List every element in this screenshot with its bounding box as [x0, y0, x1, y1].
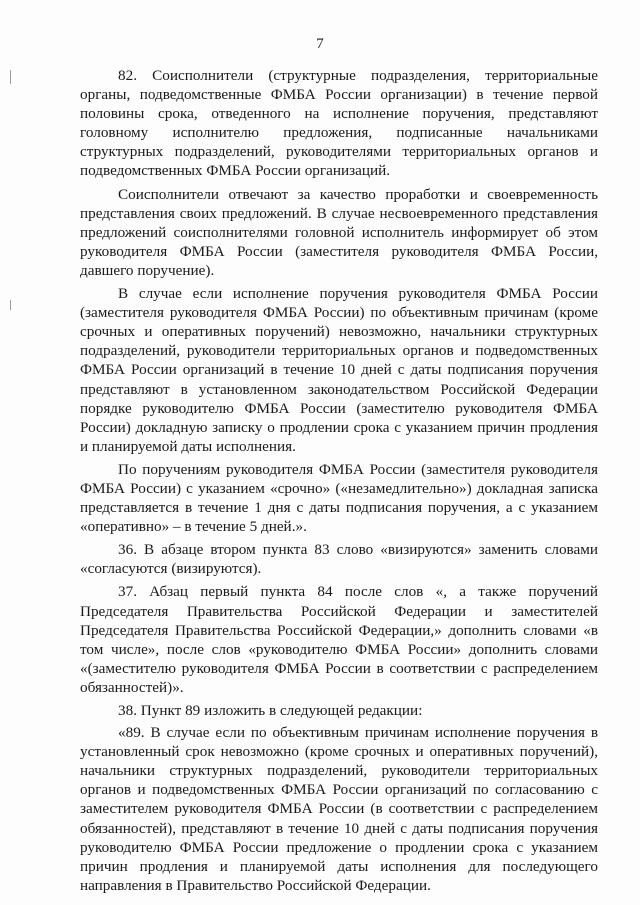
paragraph-coexecutors-responsibility: Соисполнители отвечают за качество проработки и своевременность представления своих предложений. В случае несвоевременного представления предложений соисполнителями головной исполнитель информирует об этом руководителя ФМБА России (заместителя руководителя ФМБА России, давшего поручение). — [80, 185, 598, 279]
paragraph-36: 36. В абзаце втором пункта 83 слово «визируются» заменить словами «согласуются (визируются). — [80, 541, 598, 578]
paragraph-82: 82. Соисполнители (структурные подразделения, территориальные органы, подведомственные ФМБА России организации) в течение первой половины срока, отведенного на исполнение поручения, представляют головному исполнителю предложения, подписанные начальниками структурных подразделений, руководителями территориальных органов и подведомственных ФМБА России организаций. — [80, 67, 598, 180]
paragraph-extension-request: В случае если исполнение поручения руководителя ФМБА России (заместителя руководителя ФМБА России) по объективным причинам (кроме срочных и оперативных поручений) невозможно, начальники структурных подразделений, руководители территориальных органов и подведомственных ФМБА России организаций в течение 10 дней с даты подписания поручения представляют в установленном законодательством Российской Федерации порядке руководителю ФМБА России (заместителю руководителя ФМБА России) докладную записку о продлении срока с указанием причин продления и планируемой даты исполнения. — [80, 285, 598, 455]
paragraph-38: 38. Пункт 89 изложить в следующей редакции: — [118, 702, 423, 719]
document-body — [80, 66, 598, 899]
page-number: 7 — [316, 36, 324, 52]
scan-edge-mark — [10, 300, 11, 310]
paragraph-89: «89. В случае если по объективным причинам исполнение поручения в установленный срок невозможно (кроме срочных и оперативных поручений), начальники структурных подразделений, руководители территориальных органов и подведомственных ФМБА России организаций по согласованию с заместителем руководителя ФМБА России (в соответствии с распределением обязанностей), представляют в течение 10 дней с даты подписания поручения руководителю ФМБА России предложение о продлении срока с указанием причин продления и планируемой даты исполнения для последующего направления в Правительство Российской Федерации. — [80, 724, 598, 894]
scan-edge-mark — [10, 70, 11, 84]
paragraph-urgent-orders: По поручениям руководителя ФМБА России (заместителя руководителя ФМБА России) с указанием «срочно» («незамедлительно») докладная записка представляется в течение 1 дня с даты подписания поручения, а с указанием «оперативно» – в течение 5 дней.». — [80, 460, 598, 536]
paragraph-37: 37. Абзац первый пункта 84 после слов «, а также поручений Председателя Правительства Российской Федерации и заместителей Председателя Правительства Российской Федерации,» дополнить словами «в том числе», после слов «руководителю ФМБА России» дополнить словами «(заместителю руководителя ФМБА России в соответствии с распределением обязанностей)». — [80, 583, 598, 696]
